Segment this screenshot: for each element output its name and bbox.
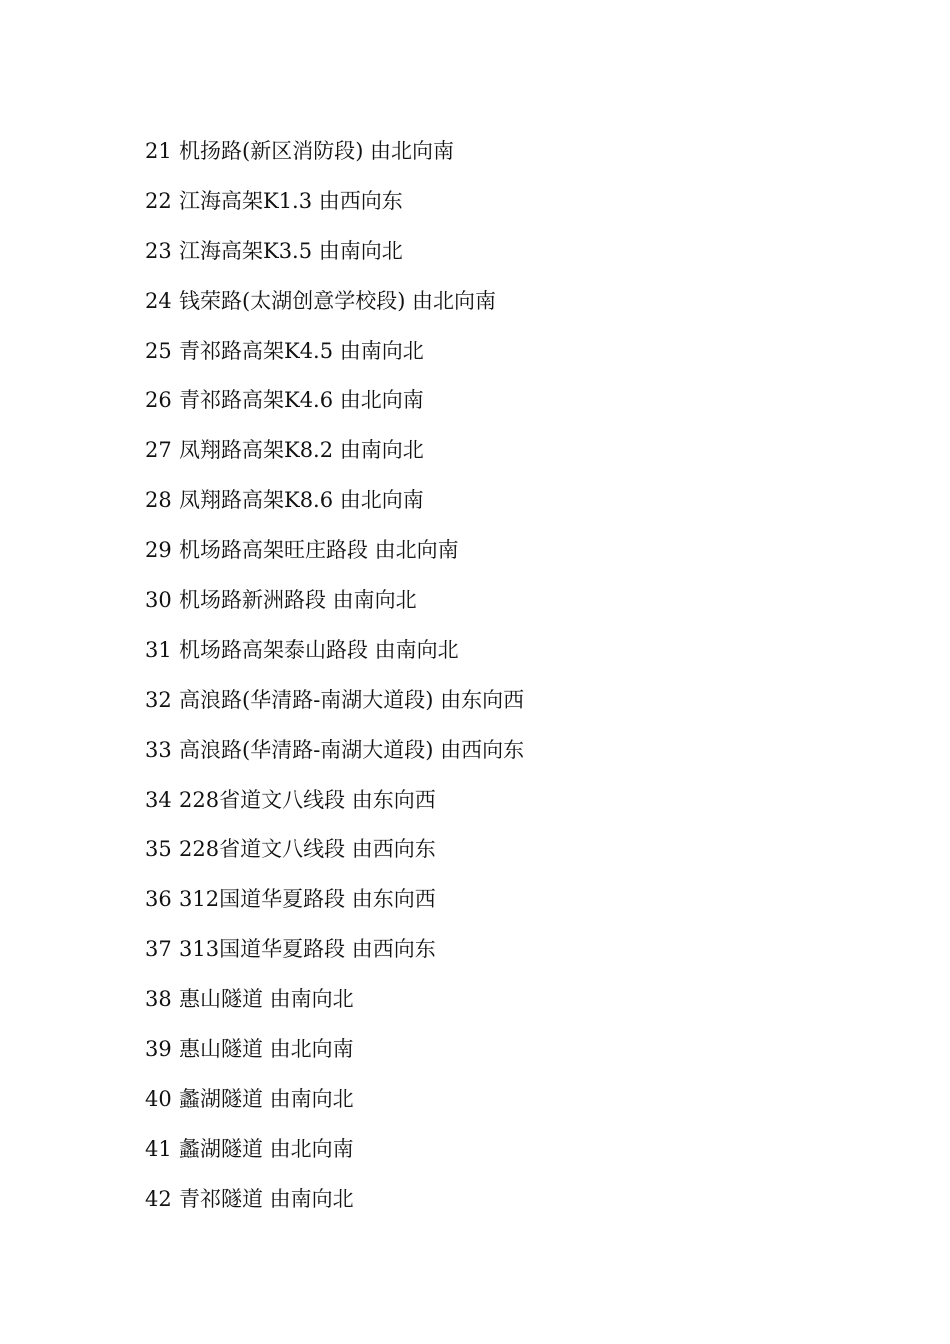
list-item <box>145 183 524 233</box>
list-item <box>145 831 524 881</box>
list-item <box>145 881 524 931</box>
list-item <box>145 1131 524 1181</box>
list-item <box>145 682 524 732</box>
item-number: 26 <box>145 388 172 413</box>
item-number: 24 <box>145 288 172 313</box>
item-text: 惠山隧道 由南向北 <box>179 987 354 1012</box>
item-text: 312国道华夏路段 由东向西 <box>179 887 436 912</box>
list-item <box>145 981 524 1031</box>
list-item <box>145 532 524 582</box>
list-item <box>145 233 524 283</box>
item-number: 41 <box>145 1136 172 1161</box>
item-number: 38 <box>145 987 172 1012</box>
item-number: 32 <box>145 687 172 712</box>
item-text: 蠡湖隧道 由南向北 <box>179 1086 354 1111</box>
item-text: 高浪路(华清路-南湖大道段) 由东向西 <box>179 687 525 712</box>
item-text: 机场路新洲路段 由南向北 <box>179 588 417 613</box>
item-text: 江海高架K3.5 由南向北 <box>179 238 403 263</box>
item-number: 34 <box>145 787 172 812</box>
road-list <box>145 133 524 1231</box>
item-text: 凤翔路高架K8.2 由南向北 <box>179 438 424 463</box>
list-item <box>145 931 524 981</box>
item-number: 28 <box>145 488 172 513</box>
list-item <box>145 1081 524 1131</box>
item-text: 机场路高架旺庄路段 由北向南 <box>179 538 459 563</box>
item-text: 228省道文八线段 由西向东 <box>179 837 436 862</box>
item-text: 313国道华夏路段 由西向东 <box>179 937 436 962</box>
list-item <box>145 133 524 183</box>
item-text: 228省道文八线段 由东向西 <box>179 787 436 812</box>
item-number: 37 <box>145 937 172 962</box>
item-number: 29 <box>145 538 172 563</box>
list-item <box>145 782 524 832</box>
item-text: 机场路高架泰山路段 由南向北 <box>179 637 459 662</box>
list-item <box>145 283 524 333</box>
list-item <box>145 732 524 782</box>
list-item <box>145 1031 524 1081</box>
item-number: 27 <box>145 438 172 463</box>
list-item <box>145 582 524 632</box>
list-item <box>145 632 524 682</box>
item-number: 42 <box>145 1186 172 1211</box>
list-item <box>145 382 524 432</box>
item-text: 高浪路(华清路-南湖大道段) 由西向东 <box>179 737 525 762</box>
item-text: 机扬路(新区消防段) 由北向南 <box>179 139 455 163</box>
item-number: 23 <box>145 238 172 263</box>
item-text: 青祁路高架K4.6 由北向南 <box>179 388 424 413</box>
list-item <box>145 432 524 482</box>
item-number: 40 <box>145 1086 172 1111</box>
item-text: 蠡湖隧道 由北向南 <box>179 1136 354 1161</box>
item-text: 青祁隧道 由南向北 <box>179 1186 354 1211</box>
list-item <box>145 1181 524 1231</box>
item-text: 凤翔路高架K8.6 由北向南 <box>179 488 424 513</box>
item-text: 江海高架K1.3 由西向东 <box>179 188 403 213</box>
item-number: 22 <box>145 188 172 213</box>
list-item <box>145 482 524 532</box>
item-number: 21 <box>145 139 172 163</box>
list-item <box>145 333 524 383</box>
item-number: 25 <box>145 338 172 363</box>
item-number: 39 <box>145 1037 172 1062</box>
item-number: 30 <box>145 588 172 613</box>
item-number: 35 <box>145 837 172 862</box>
item-text: 钱荣路(太湖创意学校段) 由北向南 <box>179 288 497 313</box>
item-text: 惠山隧道 由北向南 <box>179 1037 354 1062</box>
item-number: 31 <box>145 637 172 662</box>
item-text: 青祁路高架K4.5 由南向北 <box>179 338 424 363</box>
item-number: 36 <box>145 887 172 912</box>
item-number: 33 <box>145 737 172 762</box>
